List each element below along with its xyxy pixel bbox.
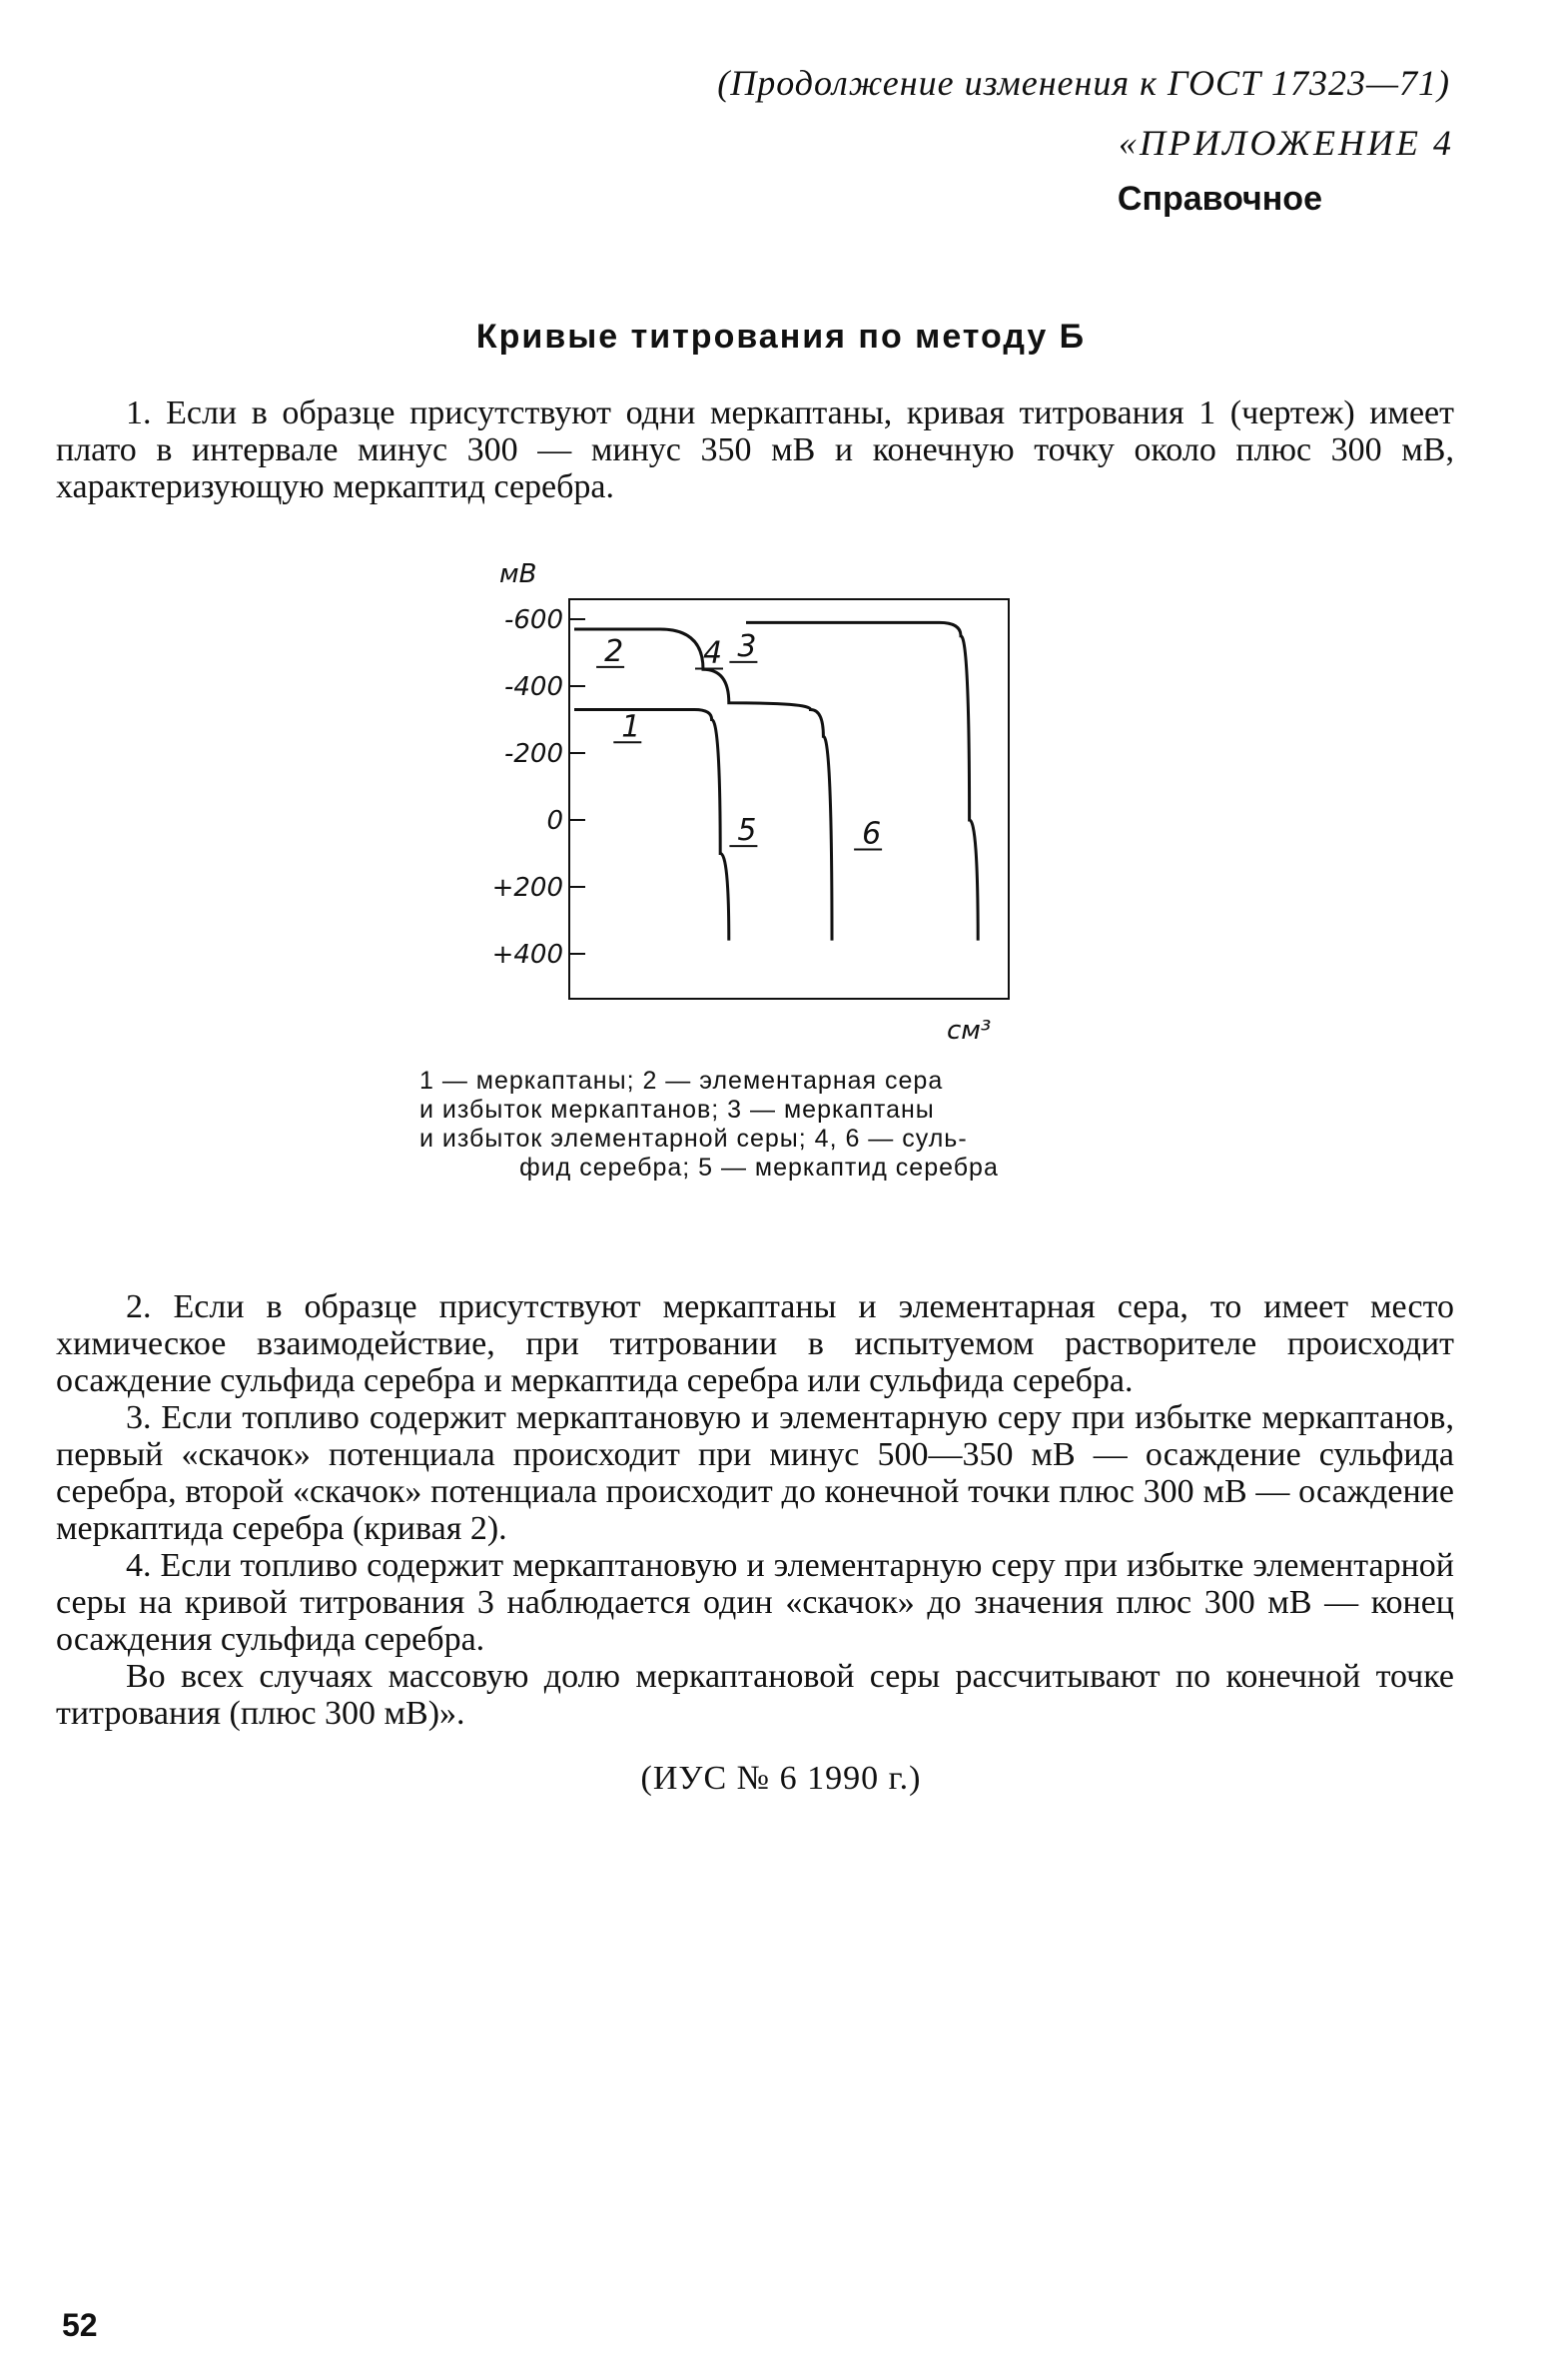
caption-line-4: фид серебра; 5 — меркаптид серебра [519,1154,999,1182]
curve-label-2: 2 [604,633,624,669]
reference-note: Справочное [1117,180,1322,218]
y-tick-label: +400 [491,940,563,970]
paragraph-3: 3. Если топливо содержит меркаптановую и элементарную серу при избытке меркаптанов, первый «скачок» потенциала происходит при минус 500—350 мВ — осаждение сульфида серебра, второй «скачок» потенциала происходит до конечной точки плюс 300 мВ — осаждение меркаптида серебра (кривая 2). [56,1399,1454,1547]
paragraphs-block [56,1288,1454,1732]
paragraph-1-container [56,395,1454,505]
y-ticks [492,605,585,970]
curve-3 [746,622,978,940]
y-tick-label: -600 [503,605,563,635]
chart-svg [469,554,1069,1054]
caption-line-2: и избыток меркаптанов; 3 — меркаптаны [419,1096,935,1124]
y-tick-label: -400 [503,672,563,702]
titration-chart [469,554,1069,1054]
page-number: 52 [62,2307,98,2343]
paragraph-1: 1. Если в образце присутствуют одни меркаптаны, кривая титрования 1 (чертеж) имеет плато в интервале минус 300 — минус 350 мВ и конечную точку около плюс 300 мВ, характеризующую меркаптид серебра. [56,395,1454,505]
section-title: Кривые титрования по методу Б [475,318,1087,356]
curve-1 [574,709,729,940]
caption-line-3: и избыток элементарной серы; 4, 6 — суль- [419,1125,968,1153]
curve-label-3: 3 [737,628,757,664]
paragraph-5: Во всех случаях массовую долю меркаптановой серы рассчитывают по конечной точке титрования (плюс 300 мВ)». [56,1658,1454,1732]
paragraph-2: 2. Если в образце присутствуют меркаптаны и элементарная сера, то имеет место химическое взаимодействие, при титровании в испытуемом растворителе происходит осаждение сульфида серебра и меркаптида серебра или сульфида серебра. [56,1288,1454,1399]
chart-frame [569,599,1009,999]
curve-label-6: 6 [862,816,882,852]
y-tick-label: +200 [491,873,563,903]
curve-label-5: 5 [737,813,757,849]
y-axis-label: мВ [499,559,537,589]
curve-label-4: 4 [703,635,723,671]
y-tick-label: -200 [503,739,563,769]
ius-reference: (ИУС № 6 1990 г.) [640,1760,922,1797]
figure-caption [419,1067,1099,1183]
x-axis-label: см³ [947,1016,992,1046]
curve-labels [596,629,882,852]
paragraph-4: 4. Если топливо содержит меркаптановую и элементарную серу при избытке элементарной серы на кривой титрования 3 наблюдается один «скачок» до значения плюс 300 мВ — конец осаждения сульфида серебра. [56,1547,1454,1658]
curve-2 [574,629,832,941]
continuation-note: (Продолжение изменения к ГОСТ 17323—71) [717,63,1450,103]
y-tick-label: 0 [546,806,563,836]
curve-label-1: 1 [621,709,641,745]
caption-line-1: 1 — меркаптаны; 2 — элементарная сера [419,1067,944,1095]
appendix-title: «ПРИЛОЖЕНИЕ 4 [1119,123,1454,163]
curves [574,622,978,940]
